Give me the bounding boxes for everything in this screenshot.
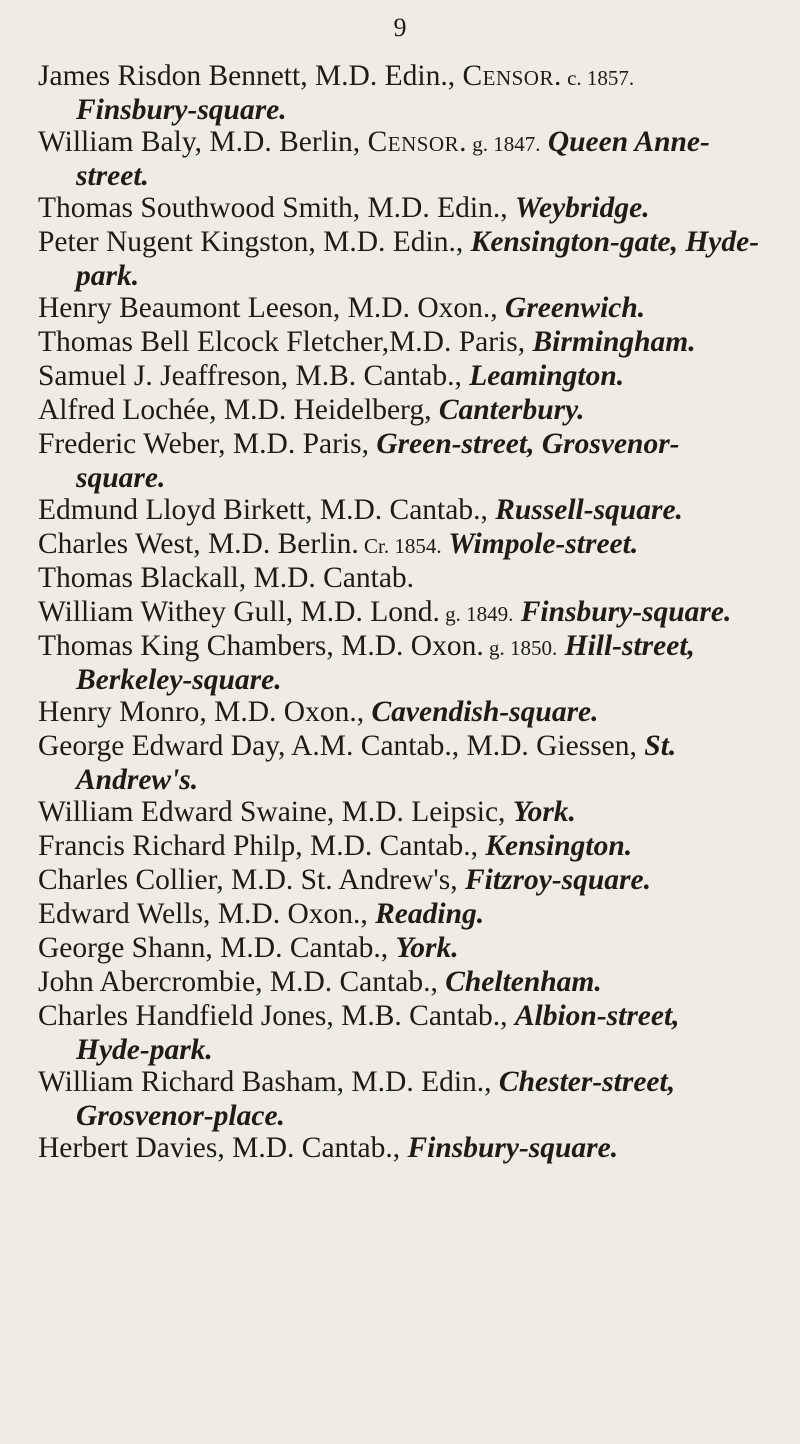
entry-name: Herbert Davies, M.D. Cantab., [38, 1132, 408, 1164]
list-item [38, 360, 760, 394]
fellows-list [38, 60, 760, 1166]
list-item [38, 830, 760, 864]
entry-name: George Edward Day, A.M. Cantab., M.D. Giessen, [38, 730, 645, 762]
entry-name: Samuel J. Jeaffreson, M.B. Cantab., [38, 360, 470, 392]
entry-name: William Baly, M.D. Berlin, [38, 126, 368, 158]
entry-name: Charles Handfield Jones, M.B. Cantab., [38, 1000, 515, 1032]
list-item [38, 60, 760, 126]
entry-address: York. [512, 796, 576, 828]
entry-name: Charles West, M.D. Berlin. [38, 528, 359, 560]
entry-address: Russell-square. [495, 494, 683, 526]
list-item [38, 562, 760, 596]
list-item [38, 1132, 760, 1166]
entry-name: Edmund Lloyd Birkett, M.D. Cantab., [38, 494, 496, 526]
list-item [38, 730, 760, 796]
entry-name: Henry Monro, M.D. Oxon., [38, 696, 372, 728]
entry-name: Thomas Southwood Smith, M.D. Edin., [38, 192, 515, 224]
entry-name: William Withey Gull, M.D. Lond. [38, 596, 440, 628]
entry-address: Weybridge. [514, 192, 650, 224]
entry-address: Finsbury-square. [76, 94, 287, 126]
entry-name: William Richard Basham, M.D. Edin., [38, 1066, 499, 1098]
entry-name: Edward Wells, M.D. Oxon., [38, 898, 376, 930]
entry-address: Reading. [375, 898, 485, 930]
entry-name: Thomas Blackall, M.D. Cantab. [38, 562, 415, 594]
entry-address: Hill-street, Berkeley-square. [76, 630, 695, 696]
entry-address: Kensington-gate, Hyde-park. [76, 226, 760, 292]
entry-address: Cheltenham. [445, 966, 602, 998]
entry-name: Peter Nugent Kingston, M.D. Edin., [38, 226, 471, 258]
list-item [38, 494, 760, 528]
list-item [38, 126, 760, 192]
page-number: 9 [393, 13, 407, 42]
entry-name: William Edward Swaine, M.D. Leipsic, [38, 796, 513, 828]
entry-address: Kensington. [485, 830, 633, 862]
entry-date: g. 1849. [439, 602, 514, 626]
list-item [38, 630, 760, 696]
entry-address: Wimpole-street. [441, 528, 639, 560]
entry-name: John Abercrombie, M.D. Cantab., [38, 966, 446, 998]
entry-address: Finsbury-square. [513, 596, 732, 628]
entry-address: Fitzroy-square. [464, 864, 651, 896]
entry-address: Cavendish-square. [371, 696, 599, 728]
list-item [38, 1000, 760, 1066]
list-item [38, 292, 760, 326]
entry-name: James Risdon Bennett, M.D. Edin., [38, 60, 463, 92]
entry-address: Birmingham. [532, 326, 696, 358]
list-item [38, 966, 760, 1000]
entry-address: Albion-street, Hyde-park. [76, 1000, 680, 1066]
entry-name: Frederic Weber, M.D. Paris, [38, 428, 377, 460]
entry-name: Henry Beaumont Leeson, M.D. Oxon., [38, 292, 506, 324]
entry-name: George Shann, M.D. Cantab., [38, 932, 396, 964]
entry-name: Alfred Lochée, M.D. Heidelberg, [38, 394, 439, 426]
entry-address: Green-street, Grosvenor-square. [76, 428, 680, 494]
entry-address: St. Andrew's. [76, 730, 677, 796]
entry-address: Greenwich. [505, 292, 646, 324]
entry-address: Chester-street, Grosvenor-place. [76, 1066, 676, 1132]
entry-name: Charles Collier, M.D. St. Andrew's, [38, 864, 465, 896]
list-item [38, 796, 760, 830]
list-item [38, 932, 760, 966]
entry-date: c. 1857. [561, 66, 635, 90]
list-item [38, 428, 760, 494]
entry-address: Leamington. [469, 360, 625, 392]
list-item [38, 192, 760, 226]
list-item [38, 696, 760, 730]
list-item [38, 326, 760, 360]
entry-role: Censor. [367, 126, 467, 158]
entry-date: g. 1847. [466, 132, 541, 156]
list-item [38, 226, 760, 292]
entry-address: Queen Anne-street. [76, 126, 710, 192]
entry-address: Canterbury. [438, 394, 585, 426]
entry-role: Censor. [462, 60, 562, 92]
list-item [38, 528, 760, 562]
list-item [38, 898, 760, 932]
list-item [38, 596, 760, 630]
entry-name: Thomas King Chambers, M.D. Oxon. [38, 630, 484, 662]
entry-address: York. [395, 932, 459, 964]
entry-address: Finsbury-square. [407, 1132, 619, 1164]
list-item [38, 394, 760, 428]
entry-name: Francis Richard Philp, M.D. Cantab., [38, 830, 486, 862]
entry-date: g. 1850. [483, 636, 558, 660]
list-item [38, 1066, 760, 1132]
entry-date: Cr. 1854. [358, 534, 442, 558]
list-item [38, 864, 760, 898]
entry-name: Thomas Bell Elcock Fletcher,M.D. Paris, [38, 326, 533, 358]
